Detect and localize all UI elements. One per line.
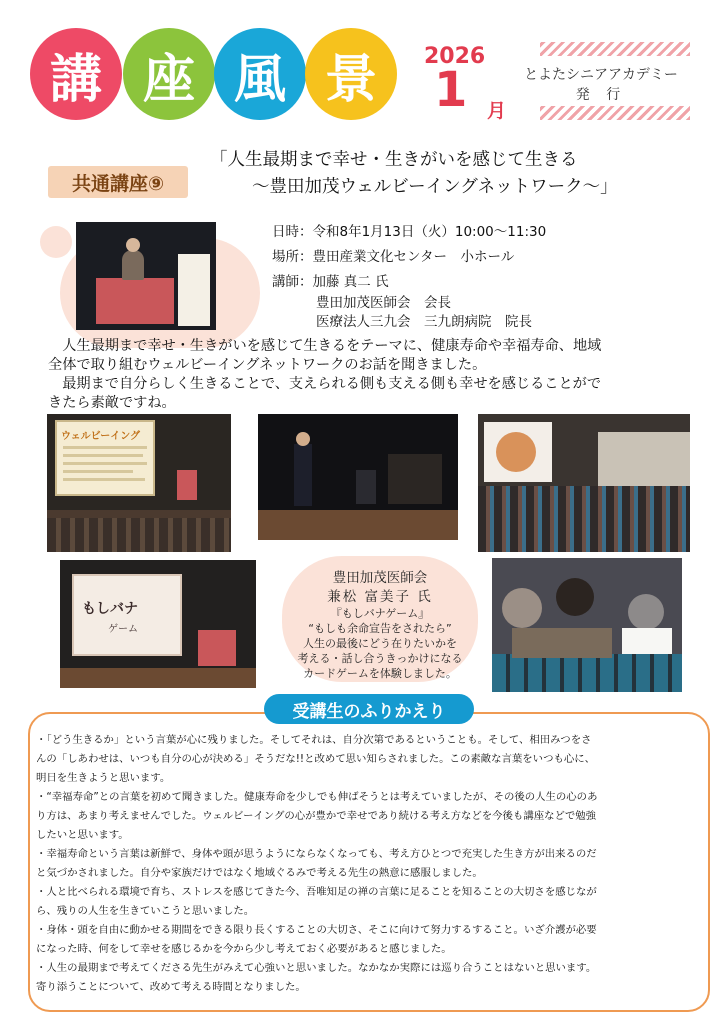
photo-audience-screen <box>478 414 690 552</box>
course-badge: 共通講座⑨ <box>48 166 188 198</box>
review-line: ・人生の最期まで考えてくださる先生がみえて心強いと思いました。なかなか実際には巡り合うことはないと思います。 <box>36 962 597 974</box>
intro-line1: 人生最期まで幸せ・生きがいを感じて生きるをテーマに、健康寿命や幸福寿命、地域 <box>48 338 602 354</box>
review-line: り方は、あまり考えませんでした。ウェルビーイングの心が豊かで幸せであり続ける考え方などを今後も講座などで勉強 <box>36 810 597 822</box>
title-char-ko: 講 <box>30 28 122 120</box>
intro-line2: 全体で取り組むウェルビーイングネットワークのお話を聞きました。 <box>48 357 487 373</box>
review-line: したいと思います。 <box>36 829 129 841</box>
review-line: ・「どう生きるか」という言葉が心に残りました。そしてそれは、自分次第であるということも。そして、相田みつをさ <box>36 734 592 746</box>
review-line: ・幸福寿命という言葉は新鮮で、身体や頭が思うようにならなくなっても、考え方ひとつで充実した生き方が出来るのだ <box>36 848 597 860</box>
issue-month: 1 <box>434 62 468 118</box>
publisher-suffix: 発 行 <box>575 87 627 103</box>
title-char-za: 座 <box>123 28 215 120</box>
speaker2-name: 兼松 富美子 氏 <box>327 589 433 605</box>
publisher-name: とよたシニアアカデミー <box>524 67 678 83</box>
game-desc3: カードゲームを体験しました。 <box>303 667 457 680</box>
photo-speakers-stage <box>258 414 458 540</box>
review-line: ・身体・頭を自由に動かせる期間をできる限り長くすることの大切さ、そこに向けて努力するすること。いざ介護が必要 <box>36 924 597 936</box>
review-line: 寄り添うことについて、改めて考える時間となりました。 <box>36 981 306 993</box>
review-line: ら、残りの人生を生きていこうと思いました。 <box>36 905 255 917</box>
slide-game-subtitle: ゲーム <box>108 624 138 635</box>
review-line: と気づかされました。自分や家族だけではなく地域ぐるみで考える先生の熱意に感服しました。 <box>36 867 483 879</box>
title-char-fu: 風 <box>214 28 306 120</box>
title-char-kei: 景 <box>305 28 397 120</box>
event-datetime: 日時：令和8年1月13日（火）10:00～11:30 <box>272 224 547 240</box>
lecture-photo <box>76 222 216 330</box>
review-line: 明日を生きようと思います。 <box>36 772 171 784</box>
game-name: 『もしバナゲーム』 <box>330 607 430 620</box>
review-line: んの「しあわせは、いつも自分の心が決める」そうだな!!と改めて思い知らされました。この素敵な言葉をいつも心に、 <box>36 753 596 765</box>
hatch-stripe-bottom <box>540 106 690 120</box>
intro-line4: きたら素敵ですね。 <box>48 395 176 411</box>
intro-line3: 最期まで自分らしく生きることで、支えられる側も支える側も幸せを感じることがで <box>48 376 602 392</box>
slide-wellbeing-title: ウェルビーイング <box>61 431 140 442</box>
reviews-heading: 受講生のふりかえり <box>264 694 474 724</box>
review-line: ・人と比べられる環境で育ち、ストレスを感じてきた今、吾唯知足の禅の言葉に足ることを知ることの大切さを感じなが <box>36 886 597 898</box>
review-line: ・“幸福寿命”との言葉を初めて聞きました。健康寿命を少しでも伸ばそうとは考えていましたが、その後の人生の心のあ <box>36 791 598 803</box>
course-title-line1: 「人生最期まで幸せ・生きがいを感じて生きる <box>210 150 578 170</box>
game-desc1: 人生の最後にどう在りたいかを <box>303 637 457 650</box>
game-desc2: 考える・話し合うきっかけになる <box>297 652 463 665</box>
lecturer-role2: 医療法人三九会 三九朗病院 院長 <box>316 314 532 330</box>
slide-photo-moshibana <box>60 560 256 688</box>
hatch-stripe-top <box>540 42 690 56</box>
speaker2-org: 豊田加茂医師会 <box>332 570 428 586</box>
game-quote: “もしも余命宣告をされたら” <box>308 622 452 635</box>
slide-photo-wellbeing <box>47 414 231 552</box>
course-title-line2: ～豊田加茂ウェルビーイングネットワーク～」 <box>252 177 618 197</box>
review-line: になった時、何をして幸せを感じるかを今から少し考えておく必要があると感じました。 <box>36 943 452 955</box>
decor-blob <box>40 226 72 258</box>
lecturer-role1: 豊田加茂医師会 会長 <box>316 295 451 311</box>
event-lecturer: 講師：加藤 真二 氏 <box>272 274 389 290</box>
event-venue: 場所：豊田産業文化センター 小ホール <box>272 249 515 265</box>
issue-month-unit: 月 <box>487 100 507 122</box>
slide-game-title: もしバナ <box>82 601 138 617</box>
issue-year: 2026 <box>424 44 486 69</box>
photo-audience-cards <box>492 558 682 692</box>
